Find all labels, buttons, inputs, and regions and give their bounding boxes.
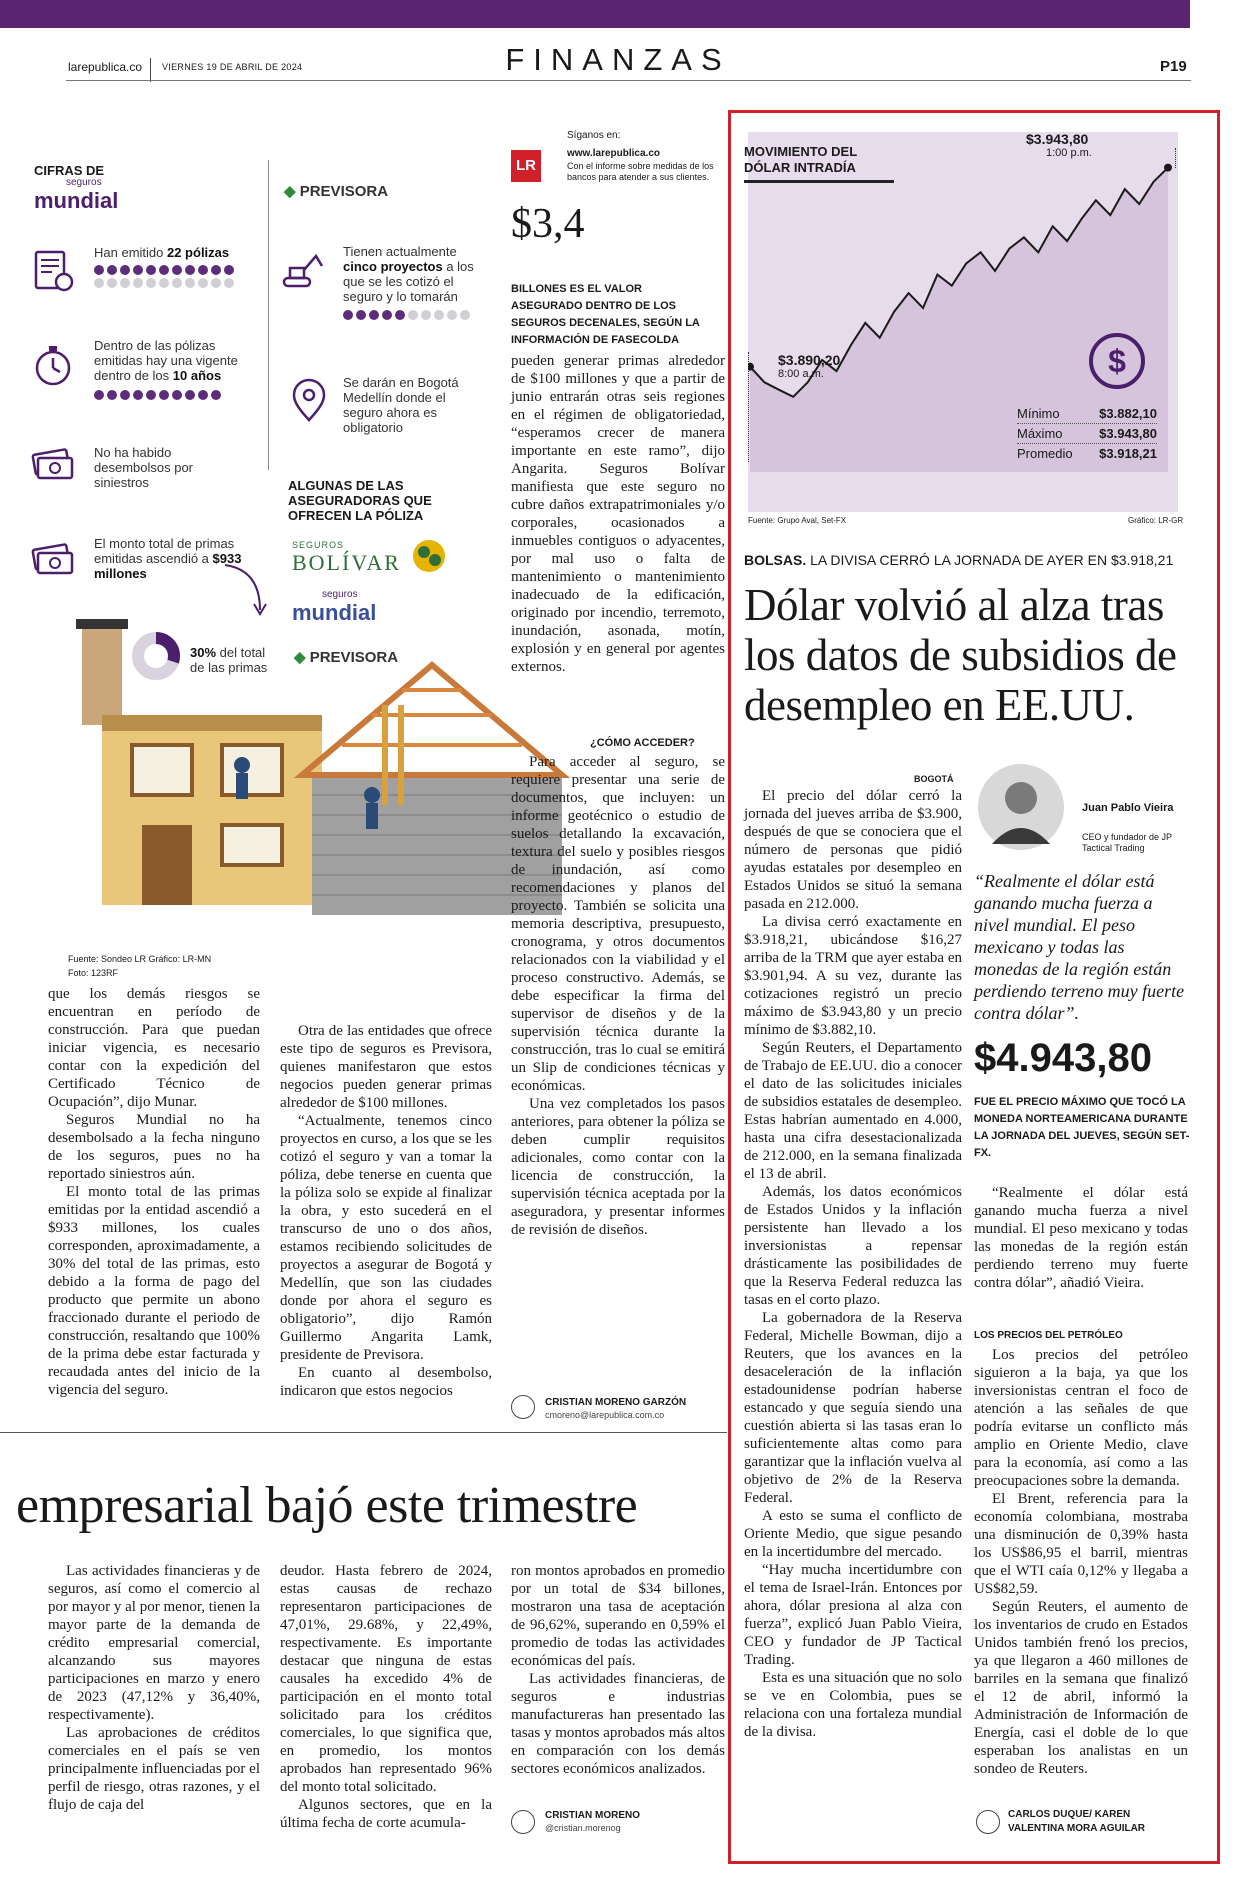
info-item-validity-value: 10 años (172, 368, 222, 383)
validity-dot-row (94, 390, 234, 400)
house-construction-image (42, 615, 582, 975)
stat-max-value: $3.943,80 (1099, 426, 1157, 441)
article-p5: La gobernadora de la Reserva Federal, Michelle Bowman, dijo a Reuters, que los avances en la desaceleración de la inflación estadounidense podrían haberse estancado y que seguía siendo una cuestión abierta si las tasas eran lo suficientemente altas como para garantizar que la inflación vuelva al objetivo de 2% de la Reserva Federal. (744, 1310, 962, 1506)
max-price-caption: FUE EL PRECIO MÁXIMO QUE TOCÓ LA MONEDA NORTEAMERICANA DURANTE LA JORNADA DEL JUEVES, SEGÚN SET-FX. (974, 1096, 1190, 1159)
mid-column-paragraph-2: Para acceder al seguro, se requiere presentar una serie de documentos, que incluyen: un informe geotécnico o estudio de suelos detallando la excavación, textura del suelo y posibles riesgos de inundación, así como recomendaciones y planos del proyecto. También se solicita una memoria descriptiva, presupuesto, cronograma, y otros documentos relacionados con la viabilidad y el proceso constructivo. Además, se debe especificar la firma del supervisor de diseños y de la supervisión técnica durante la construcción, tras lo cual se emitirá un Slip de condiciones técnicas y económicas. (511, 754, 725, 1094)
project-dot (395, 310, 405, 320)
info-item-claims: No ha habido desembolsos por siniestros (94, 445, 193, 490)
chart-credit: Gráfico: LR-GR (1128, 516, 1184, 525)
dateline: BOGOTÁ (914, 774, 954, 784)
follow-url[interactable]: www.larepublica.co (567, 148, 660, 159)
person-name: Juan Pablo Vieira (1082, 802, 1174, 814)
article-p2: La divisa cerró exactamente en $3.918,21, ubicándose $16,27 arriba de la TRM que ayer estaba en $3.901,94. A su vez, durante las cotizaciones registró un precio máximo de $3.943,80 y un precio mínimo de $3.882,10. (744, 914, 962, 1038)
previsora-projects-pre: Tienen actualmente (343, 244, 457, 259)
bolivar-logo-text: BOLÍVAR (292, 550, 401, 575)
mid-column-text (511, 352, 725, 676)
article-kicker (744, 552, 1173, 568)
policy-dot (120, 278, 130, 288)
mundial-logo-2-small: seguros (322, 589, 358, 600)
info-item-validity-text: Dentro de las pólizas emitidas hay una vigente dentro de los (94, 338, 238, 383)
article-byline: CARLOS DUQUE/ KAREN VALENTINA MORA AGUILAR (1008, 1809, 1146, 1834)
bottom-col-2-p2: Algunos sectores, que en la última fecha de corte acumula- (280, 1797, 492, 1831)
insurers-title: ALGUNAS DE LAS ASEGURADORAS QUE OFRECEN LA PÓLIZA (288, 478, 432, 523)
policy-dot (133, 278, 143, 288)
document-icon (30, 248, 76, 294)
validity-dot (198, 390, 208, 400)
project-dot (421, 310, 431, 320)
previsora-logo-2-text: PREVISORA (309, 649, 399, 666)
mid-byline: CRISTIAN MORENO GARZÓN (545, 1397, 687, 1408)
article-column-1 (744, 787, 962, 1741)
chart-stats (1017, 404, 1157, 463)
photo-credit: Foto: 123RF (68, 968, 119, 978)
page-number: P19 (1160, 58, 1187, 75)
bottom-headline: empresarial bajó este trimestre (16, 1477, 638, 1534)
article-p9: “Realmente el dólar está ganando mucha fuerza a nivel mundial. El peso mexicano y todas las monedas de la región están perdiendo terreno muy fuerte contra dólar”, añadió Vieira. (974, 1185, 1188, 1291)
project-dot (408, 310, 418, 320)
info-divider (268, 160, 269, 470)
bottom-col-1-p2: Las aprobaciones de créditos comerciales en el país se ven principalmente influenciadas por el perfil de riesgo, otras razones, y el flujo de caja del (48, 1725, 260, 1813)
mid-column-text-2 (511, 753, 725, 1239)
stat-min (1017, 404, 1157, 424)
policy-dot (211, 278, 221, 288)
stopwatch-icon (30, 342, 76, 388)
policy-dot (146, 265, 156, 275)
oil-subhead: LOS PRECIOS DEL PETRÓLEO (974, 1330, 1123, 1341)
article-p11: El Brent, referencia para la economía colombiana, mostraba una disminución de 0,39% hasta los US$86,95 el barril, mientras que el WTI caía 0,12% y llegaba a US$82,59. (974, 1491, 1188, 1597)
center-paragraph-3: En cuanto al desembolso, indicaron que estos negocios (280, 1365, 492, 1399)
project-dot (356, 310, 366, 320)
mundial-logo-2-text: mundial (292, 600, 377, 625)
article-column-2b (974, 1346, 1188, 1778)
center-paragraph-1: Otra de las entidades que ofrece este tipo de seguros es Previsora, quienes manifestaron que estos negocios pueden generar primas alrededor de $100 millones. (280, 1023, 492, 1111)
excavator-icon (280, 248, 326, 294)
section-title: FINANZAS (505, 42, 731, 77)
bolivar-logo-small: SEGUROS (292, 540, 345, 550)
bottom-col-2-p1: deudor. Hasta febrero de 2024, estas causas de rechazo representaron participaciones de 47,01%, 29.68%, y 22,49%, respectivamente. Es importante destacar que ninguna de estas causales ha excedido 4% de participación en el monto total solicitado para los créditos comerciales, lo que significa que, en promedio, los montos aprobados han representado 96% del monto total solicitado. (280, 1563, 492, 1795)
bottom-byline-handle[interactable]: @cristian.morenog (545, 1823, 621, 1833)
chart-source: Fuente: Grupo Aval, Set-FX (748, 516, 847, 525)
bottom-col-3-p2: Las actividades financieras, de seguros e industrias manufactureras han presentado las tasas y montos aprobados más altos en comparación con los demás sectores económicos analizados. (511, 1671, 725, 1777)
mid-column-paragraph: pueden generar primas alrededor de $100 millones y que a partir de junio entrarán otras seis regiones en el régimen de obligatoriedad, “esperamos crecer de manera importante en este ramo”, dijo Angarita. Seguros Bolívar manifiesta que este seguro no cubre daños extrapatrimoniales y/o corporales, ocasionados a inmuebles contiguos o adyacentes, por mal uso o falta de mantenimiento o mantenimiento inadecuado de la edificación, originado por incendio, terremoto, inundación, asonada, motín, explosión y en general por agentes externos. (511, 353, 725, 675)
policy-dot (211, 265, 221, 275)
end-leader-line (1175, 148, 1177, 168)
article-p3: Según Reuters, el Departamento de Trabajo de EE.UU. dio a conocer el dato de las solicitudes iniciales de subsidios estatales de desempleo. Estas habrían aumentado en 4.000, hasta una cifra desestacionalizada de 212.000, en la semana finalizada el 13 de abril. (744, 1040, 962, 1182)
bolivar-emblem-icon (408, 536, 450, 576)
project-dot (434, 310, 444, 320)
issue-date: VIERNES 19 DE ABRIL DE 2024 (162, 62, 303, 72)
center-column-text (280, 1022, 492, 1400)
pull-quote: “Realmente el dólar está ganando mucha fuerza a nivel mundial. El peso mexicano y todas las monedas de la región están perdiendo terreno muy fuerte contra dólar”. (974, 871, 1185, 1023)
bottom-byline: CRISTIAN MORENO (545, 1810, 640, 1821)
article-p6: A esto se suma el conflicto de Oriente Medio, que sigue pesando en la incertidumbre del mercado. (744, 1508, 962, 1560)
info-item-premiums-text: El monto total de primas emitidas ascendió a (94, 536, 235, 566)
policy-dot (185, 265, 195, 275)
max-price-number: $4.943,80 (974, 1036, 1152, 1080)
project-dot (382, 310, 392, 320)
chart-start-time: 8:00 a.m. (778, 368, 824, 380)
stat-max-label: Máximo (1017, 426, 1063, 441)
mundial-logo-small: seguros (66, 177, 102, 188)
policy-dot (133, 265, 143, 275)
kicker-rest: LA DIVISA CERRÓ LA JORNADA DE AYER EN $3.918,21 (806, 552, 1174, 568)
validity-dot (94, 390, 104, 400)
mundial-logo (34, 178, 118, 214)
portrait-avatar (978, 764, 1064, 850)
info-item-validity (94, 338, 254, 383)
article-column-2 (974, 1184, 1188, 1292)
how-to-access-subhead: ¿CÓMO ACCEDER? (590, 737, 695, 749)
info-item-policies (94, 245, 244, 260)
donut-caption-text: del total de las primas (190, 645, 268, 675)
policy-dot (172, 278, 182, 288)
policy-dot (146, 278, 156, 288)
kicker-bold: BOLSAS. (744, 552, 807, 568)
policy-dot (107, 265, 117, 275)
validity-dot (211, 390, 221, 400)
money-icon (30, 440, 76, 486)
stat-avg-label: Promedio (1017, 446, 1073, 461)
left-paragraph-2: Seguros Mundial no ha desembolsado a la fecha ninguno de los seguros, pues no ha reportado siniestros aún. (48, 1112, 260, 1182)
bottom-col-1 (48, 1562, 260, 1814)
validity-dot (133, 390, 143, 400)
chart-end-value: $3.943,80 (1026, 131, 1089, 147)
article-headline: Dólar volvió al alza tras los datos de subsidios de desempleo en EE.UU. (744, 580, 1177, 730)
policy-dot (172, 265, 182, 275)
bottom-col-2 (280, 1562, 492, 1832)
policy-dot (159, 278, 169, 288)
chart-start-value: $3.890,20 (778, 352, 841, 368)
info-item-premiums-value: $933 millones (94, 551, 242, 581)
left-column-text (48, 985, 260, 1399)
validity-dot (172, 390, 182, 400)
previsora-projects-value: cinco proyectos (343, 259, 443, 274)
stat-max (1017, 424, 1157, 444)
info-item-policies-value: 22 pólizas (166, 245, 230, 260)
bolivar-logo (292, 540, 401, 576)
policies-dot-grid (94, 265, 234, 288)
stat-avg (1017, 444, 1157, 463)
chart-end-point (1164, 164, 1172, 172)
chart-title: MOVIMIENTO DEL DÓLAR INTRADÍA (744, 144, 894, 183)
policy-dot (224, 265, 234, 275)
header-divider (150, 58, 151, 82)
info-source: Fuente: Sondeo LR Gráfico: LR-MN (68, 954, 212, 964)
chat-icon (511, 1395, 535, 1419)
policy-dot (198, 278, 208, 288)
mid-byline-email[interactable]: cmoreno@larepublica.com.co (545, 1410, 665, 1420)
chat-icon-2 (511, 1810, 535, 1834)
policy-dot (185, 278, 195, 288)
cash-icon (30, 535, 76, 581)
policy-dot (224, 278, 234, 288)
follow-label: Síganos en: (567, 130, 621, 141)
validity-dot (185, 390, 195, 400)
site-name[interactable]: larepublica.co (68, 60, 143, 74)
article-p7: “Hay mucha incertidumbre con el tema de Israel-Irán. Entonces por ahora, dólar presiona al alza con fuerza”, explicó Juan Pablo Vieira, CEO y fundador de JP Tactical Trading. (744, 1562, 962, 1668)
insured-value: $3,4 (511, 201, 585, 247)
bottom-col-3 (511, 1562, 725, 1778)
article-p1: El precio del dólar cerró la jornada del jueves arriba de $3.900, después de que se conociera que el número de personas que pidió ayudas estatales por desempleo en Estados Unidos se situó la semana pasada en 212.000. (744, 788, 962, 912)
center-paragraph-2: “Actualmente, tenemos cinco proyectos en curso, a los que se les cotizó el seguro y van a tomar la póliza, debe tenerse en cuenta que la póliza solo se expide al finalizar la obra, y esto sucederá en el transcurso de uno o dos años, estamos recibiendo solicitudes de proyectos a asegurar de Bogotá y Medellín, que son las ciudades donde por ahora el seguro es obligatorio”, dijo Ramón Guillermo Angarita Lamk, presidente de Previsora. (280, 1113, 492, 1363)
projects-dot-row (343, 310, 483, 320)
info-title: CIFRAS DE (34, 163, 105, 178)
info-item-policies-text: Han emitido (94, 245, 167, 260)
policy-dot (198, 265, 208, 275)
validity-dot (107, 390, 117, 400)
lr-logo: LR (511, 150, 541, 182)
previsora-logo-2: ◆ PREVISORA (294, 649, 399, 666)
validity-dot (146, 390, 156, 400)
chat-icon-3 (976, 1810, 1000, 1834)
story-divider (0, 1432, 727, 1433)
previsora-logo-text: PREVISORA (299, 183, 389, 200)
previsora-logo: ◆ PREVISORA (284, 183, 389, 200)
previsora-cities: Se darán en Bogotá Medellín donde el seguro ahora es obligatorio (343, 375, 459, 435)
insured-value-caption: BILLONES ES EL VALOR ASEGURADO DENTRO DE LOS SEGUROS DECENALES, SEGÚN LA INFORMACIÓN DE FASECOLDA (511, 283, 700, 346)
person-role: CEO y fundador de JP Tactical Trading (1082, 832, 1172, 853)
bottom-col-1-p1: Las actividades financieras y de seguros, así como el comercio al por mayor y al por menor, tienen la mayor parte de la demanda de crédito empresarial comercial, alcanzando sus mayores participaciones en marzo y enero de 2023 (47,12% y 36,40%, respectivamente). (48, 1563, 260, 1723)
article-p4: Además, los datos económicos de Estados Unidos y la inflación persistente han llevado a los inversionistas a repensar drásticamente las posibilidades de que la Reserva Federal reduzca las tasas en el corto plazo. (744, 1184, 962, 1308)
project-dot (369, 310, 379, 320)
validity-dot (159, 390, 169, 400)
policy-dot (120, 265, 130, 275)
project-dot (343, 310, 353, 320)
location-pin-icon (286, 378, 332, 424)
previsora-projects (343, 244, 478, 304)
policy-dot (107, 278, 117, 288)
header-rule (66, 80, 1191, 81)
stat-avg-value: $3.918,21 (1099, 446, 1157, 461)
chart-end-time: 1:00 p.m. (1046, 147, 1092, 159)
stat-min-value: $3.882,10 (1099, 406, 1157, 421)
donut-caption-value: 30% (190, 645, 217, 660)
policy-dot (94, 278, 104, 288)
policy-dot (159, 265, 169, 275)
previsora-projects-post: a los que se les cotizó el seguro y lo tomarán (343, 259, 474, 304)
article-p8: Esta es una situación que no solo se ve en Colombia, pues se relaciona con una fortaleza mundial de la divisa. (744, 1670, 962, 1740)
follow-note: Con el informe sobre medidas de los bancos para atender a sus clientes. (567, 161, 714, 182)
left-paragraph-1: que los demás riesgos se encuentran en período de construcción. Para que puedan iniciar vigencia, es necesario contar con la expedición del Certificado Técnico de Ocupación”, dijo Munar. (48, 986, 260, 1110)
dollar-coin-icon (1088, 332, 1146, 390)
left-paragraph-3: El monto total de las primas emitidas por la entidad ascendió a $933 millones, los cuales corresponden, aproximadamente, a 30% del total de las primas, esto debido a la forma de pago del producto que permite un abono fraccionado durante el periodo de construcción, resaltando que 100% de la prima debe estar facturada y recaudada antes del inicio de la vigencia del seguro. (48, 1184, 260, 1398)
top-color-bar (0, 0, 1190, 28)
article-p10: Los precios del petróleo siguieron a la baja, ya que los inversionistas centran el foco de atención a las señales de que podría evitarse un conflicto más amplio en Oriente Medio, clave para la economía, así como a las preocupaciones sobre la demanda. (974, 1347, 1188, 1489)
arrow-curve-icon (220, 560, 270, 620)
article-p12: Según Reuters, el aumento de los inventarios de crudo en Estados Unidos también frenó los precios, ya que llegaron a 460 millones de barriles en la semana que finalizó el 12 de abril, informó la Administración de Información de Energía, casi el doble de lo que esperaban los analistas en un sondeo de Reuters. (974, 1599, 1188, 1777)
start-leader-line (748, 352, 750, 462)
bottom-col-3-p1: ron montos aprobados en promedio por un total de $34 billones, mostraron una tasa de aceptación de 96,62%, superando en 0,59% el promedio de todas las actividades económicas del país. (511, 1563, 725, 1669)
project-dot (460, 310, 470, 320)
policy-dot (94, 265, 104, 275)
mid-column-paragraph-3: Una vez completados los pasos anteriores, para obtener la póliza se deben cumplir requisitos adicionales, como contar con la licencia de construcción, la supervisión técnica aceptada por la aseguradora, y presentar informes de revisión de diseños. (511, 1096, 725, 1238)
project-dot (447, 310, 457, 320)
stat-min-label: Mínimo (1017, 406, 1060, 421)
validity-dot (120, 390, 130, 400)
svg-text:$: $ (1108, 343, 1126, 379)
mundial-logo-text: mundial (34, 188, 119, 213)
